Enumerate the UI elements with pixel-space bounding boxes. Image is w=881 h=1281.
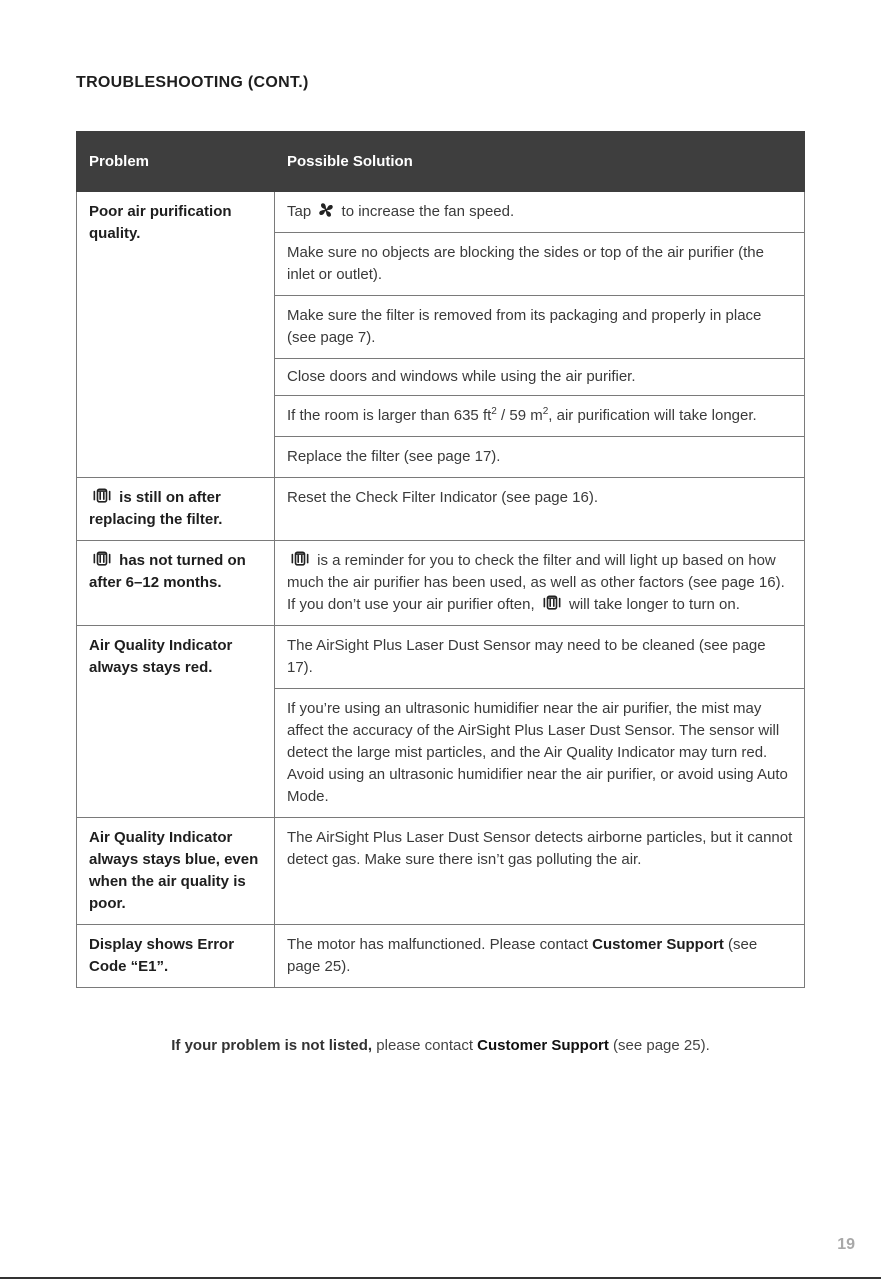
solution-cell: Replace the filter (see page 17).	[275, 437, 805, 478]
footer-text: (see page 25).	[613, 1037, 710, 1054]
solution-text: will take longer to turn on.	[568, 596, 740, 613]
footer-note	[0, 1037, 881, 1054]
solution-cell: Make sure no objects are blocking the sides or top of the air purifier (the inlet or outlet).	[275, 233, 805, 296]
table-row	[77, 541, 805, 626]
footer-text: please contact	[376, 1037, 473, 1054]
solution-text: If the room is larger than 635 ft	[287, 407, 492, 424]
problem-text: has not turned on after 6–12 months.	[89, 552, 246, 591]
page-number: 19	[837, 1236, 855, 1253]
table-row	[77, 192, 805, 233]
problem-cell: Air Quality Indicator always stays red.	[77, 626, 275, 818]
table-header-row	[77, 132, 805, 192]
problem-cell	[77, 541, 275, 626]
solution-cell: Reset the Check Filter Indicator (see page 16).	[275, 478, 805, 541]
problem-text: is still on after replacing the filter.	[89, 489, 223, 528]
table-row	[77, 626, 805, 689]
solution-text: / 59 m	[496, 407, 543, 424]
solution-text: is a reminder for you to check the filter and will light up based on how much the air purifier has been used, as well as other factors (see page 16). If you don’t use your air purifier often,	[287, 552, 785, 613]
problem-cell: Air Quality Indicator always stays blue, even when the air quality is poor.	[77, 818, 275, 925]
column-header-problem: Problem	[77, 132, 275, 192]
table-row	[77, 478, 805, 541]
solution-cell	[275, 925, 805, 988]
check-filter-icon	[541, 594, 563, 612]
solution-text: to increase the fan speed.	[341, 203, 515, 220]
solution-cell: If you’re using an ultrasonic humidifier near the air purifier, the mist may affect the accuracy of the AirSight Plus Laser Dust Sensor. The sensor will detect the large mist particles, and the Air Quality Indicator may turn red. Avoid using an ultrasonic humidifier near the air purifier, or avoid using Auto Mode.	[275, 689, 805, 818]
solution-cell	[275, 541, 805, 626]
solution-cell	[275, 192, 805, 233]
solution-text: The motor has malfunctioned. Please contact	[287, 936, 588, 953]
footer-lead: If your problem is not listed,	[171, 1037, 373, 1054]
problem-cell: Display shows Error Code “E1”.	[77, 925, 275, 988]
solution-cell: Close doors and windows while using the air purifier.	[275, 359, 805, 396]
solution-text: (see page 25).	[287, 936, 758, 975]
solution-cell: The AirSight Plus Laser Dust Sensor may need to be cleaned (see page 17).	[275, 626, 805, 689]
table-row	[77, 925, 805, 988]
page-title: TROUBLESHOOTING (CONT.)	[76, 74, 309, 91]
solution-cell: Make sure the filter is removed from its packaging and properly in place (see page 7).	[275, 296, 805, 359]
superscript: 2	[491, 406, 497, 417]
check-filter-icon	[289, 550, 311, 568]
fan-icon	[317, 201, 335, 219]
solution-text: Tap	[287, 203, 312, 220]
solution-text: , air purification will take longer.	[548, 407, 757, 424]
check-filter-icon	[91, 550, 113, 568]
problem-cell	[77, 478, 275, 541]
troubleshooting-table	[76, 131, 805, 988]
check-filter-icon	[91, 487, 113, 505]
customer-support-link: Customer Support	[477, 1037, 609, 1054]
column-header-solution: Possible Solution	[275, 132, 805, 192]
customer-support-link: Customer Support	[592, 936, 724, 953]
solution-cell: The AirSight Plus Laser Dust Sensor detects airborne particles, but it cannot detect gas. Make sure there isn’t gas polluting the air.	[275, 818, 805, 925]
superscript: 2	[542, 406, 549, 417]
problem-cell: Poor air purification quality.	[77, 192, 275, 478]
table-row	[77, 818, 805, 925]
solution-cell	[275, 396, 805, 437]
bottom-rule	[0, 1277, 881, 1279]
